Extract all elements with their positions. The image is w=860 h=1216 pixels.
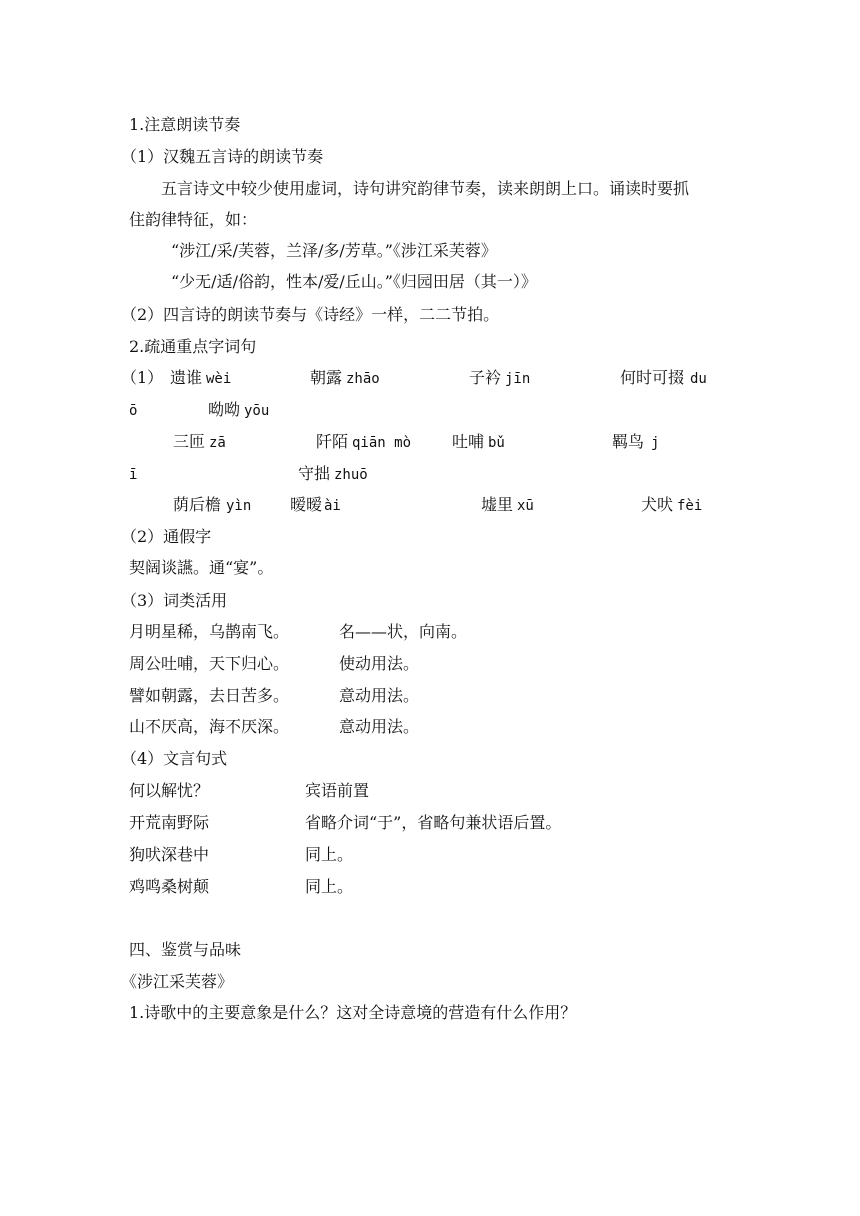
vocab-word: 犬吠 <box>641 495 674 514</box>
pattern-note: 同上。 <box>305 877 354 896</box>
pattern-sentence: 狗吠深巷中 <box>129 845 210 864</box>
vocab-word: 荫后檐 <box>173 495 222 514</box>
paragraph-line: 五言诗文中较少使用虚词，诗句讲究韵律节奏，读来朗朗上口。诵读时要抓 <box>161 179 690 198</box>
subheading-five-char-rhythm: （1）汉魏五言诗的朗读节奏 <box>121 147 324 166</box>
usage-sentence: 譬如朝露，去日苦多。 <box>129 686 290 705</box>
usage-note: 意动用法。 <box>339 717 420 736</box>
vocab-pinyin: jīn <box>505 371 531 387</box>
usage-note: 名——状，向南。 <box>339 622 468 641</box>
subheading-word-class: （3）词类活用 <box>121 591 228 610</box>
list-prefix: （1） <box>121 368 164 387</box>
subheading-tongjiazi: （2）通假字 <box>121 527 212 546</box>
vocab-pinyin: yìn <box>226 498 252 514</box>
vocab-word: 羁鸟 <box>612 432 645 451</box>
paragraph-line: 住韵律特征，如： <box>129 210 258 229</box>
pattern-note: 同上。 <box>305 845 354 864</box>
vocab-pinyin: bǔ <box>488 435 505 451</box>
vocab-word: 何时可掇 <box>620 368 685 387</box>
question-line: 1.诗歌中的主要意象是什么？这对全诗意境的营造有什么作用？ <box>129 1003 577 1022</box>
vocab-word: 三匝 <box>173 432 206 451</box>
vocab-pinyin: wèi <box>206 371 232 387</box>
pattern-sentence: 鸡鸣桑树颠 <box>129 877 210 896</box>
vocab-pinyin: fèi <box>677 498 703 514</box>
vocab-word: 遗谁 <box>170 368 203 387</box>
usage-note: 意动用法。 <box>339 686 420 705</box>
usage-note: 使动用法。 <box>339 654 420 673</box>
subheading-sentence-patterns: （4）文言句式 <box>121 749 228 768</box>
pattern-note: 省略介词“于”，省略句兼状语后置。 <box>305 813 562 832</box>
pattern-sentence: 何以解忧？ <box>129 781 210 800</box>
usage-sentence: 周公吐哺，天下归心。 <box>129 654 290 673</box>
vocab-word: 呦呦 <box>208 400 241 419</box>
vocab-word: 吐哺 <box>452 432 485 451</box>
vocab-pinyin: zhāo <box>346 371 380 387</box>
vocab-word: 墟里 <box>481 495 514 514</box>
vocab-pinyin: du <box>690 371 707 387</box>
subheading-four-char-rhythm: （2）四言诗的朗读节奏与《诗经》一样，二二节拍。 <box>121 305 500 324</box>
vocab-pinyin: qiān mò <box>352 435 412 451</box>
tongjiazi-line: 契阔谈讌。通“宴”。 <box>129 558 274 577</box>
vocab-pinyin: ō <box>129 403 138 419</box>
example-line: “涉江/采/芙蓉，兰泽/多/芳草。”《涉江采芙蓉》 <box>171 241 497 260</box>
vocab-pinyin: yōu <box>244 403 270 419</box>
example-line: “少无/适/俗韵，性本/爱/丘山。”《归园田居（其一）》 <box>171 272 537 291</box>
vocab-pinyin: zhuō <box>334 467 368 483</box>
poem-title: 《涉江采芙蓉》 <box>121 972 234 991</box>
vocab-pinyin: zā <box>209 435 226 451</box>
vocab-pinyin: ī <box>129 467 138 483</box>
pattern-note: 宾语前置 <box>305 781 370 800</box>
vocab-word: 阡陌 <box>316 432 349 451</box>
section-heading-key-words: 2.疏通重点字词句 <box>129 337 257 356</box>
vocab-word: 暧暧 <box>290 495 323 514</box>
vocab-word: 子衿 <box>469 368 502 387</box>
vocab-pinyin: j <box>651 435 660 451</box>
usage-sentence: 月明星稀，乌鹊南飞。 <box>129 622 290 641</box>
section-heading-appreciation: 四、鉴赏与品味 <box>129 940 242 959</box>
vocab-word: 守拙 <box>298 464 331 483</box>
vocab-pinyin: ài <box>324 498 341 514</box>
pattern-sentence: 开荒南野际 <box>129 813 210 832</box>
vocab-word: 朝露 <box>310 368 343 387</box>
vocab-pinyin: xū <box>517 498 534 514</box>
section-heading-reading-rhythm: 1.注意朗读节奏 <box>129 115 241 134</box>
usage-sentence: 山不厌高，海不厌深。 <box>129 717 290 736</box>
